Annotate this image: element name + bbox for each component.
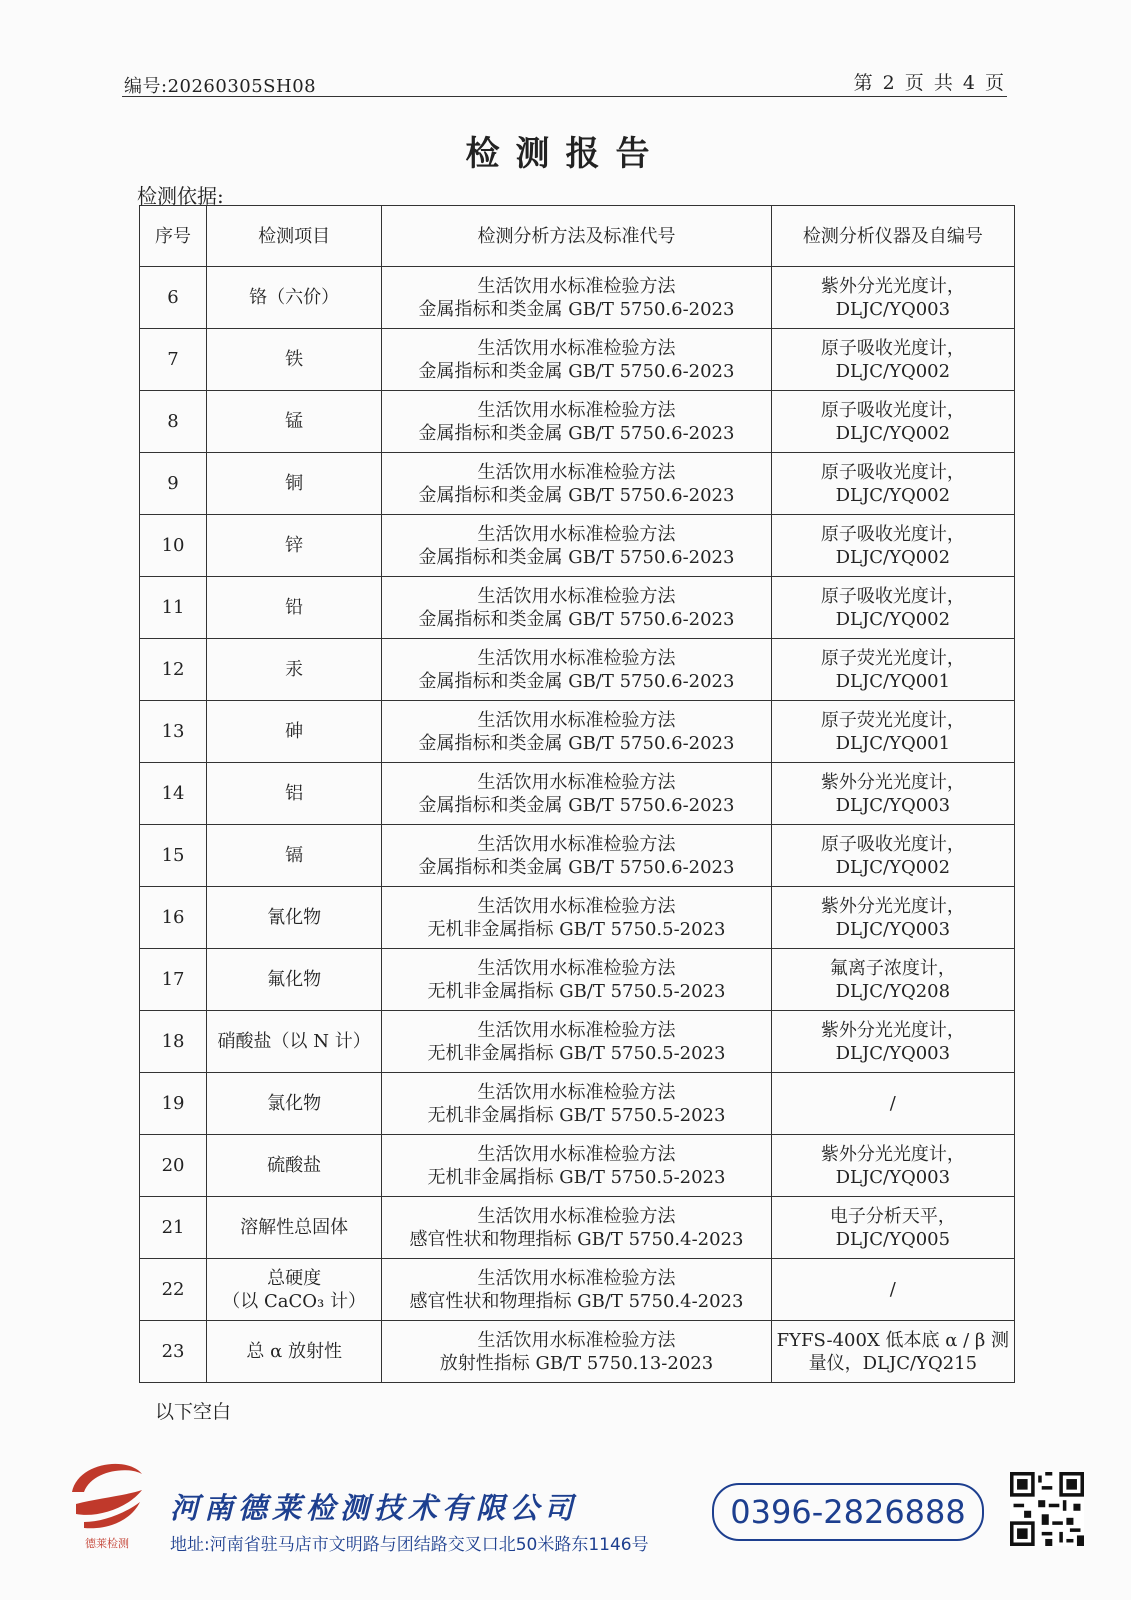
instrument-name: FYFS-400X 低本底 α / β 测 [776, 1329, 1010, 1351]
cell-method [382, 1259, 771, 1321]
instrument-name: 紫外分光光度计， [820, 771, 965, 793]
cell-method [382, 763, 771, 825]
item-name: 汞 [285, 659, 304, 680]
row-number: 7 [167, 349, 179, 370]
cell-instrument [771, 453, 1014, 515]
logo-caption: 德莱检测 [85, 1537, 129, 1550]
cell-no [140, 1321, 207, 1383]
cell-method [382, 1011, 771, 1073]
instrument-name: 原子吸收光度计， [820, 461, 965, 483]
cell-method [382, 1073, 771, 1135]
cell-instrument [771, 267, 1014, 329]
method-title: 生活饮用水标准检验方法 [477, 275, 676, 297]
item-name: 溶解性总固体 [240, 1217, 349, 1238]
item-name: 铜 [285, 473, 304, 494]
table-row [140, 825, 1015, 887]
table-row [140, 701, 1015, 763]
cell-method [382, 1135, 771, 1197]
row-number: 6 [167, 287, 179, 308]
header-divider [122, 96, 1007, 97]
table-row [140, 1321, 1015, 1383]
item-name: 氯化物 [267, 1093, 322, 1114]
cell-method [382, 825, 771, 887]
instrument-id: DLJC/YQ003 [835, 918, 951, 940]
method-standard: 金属指标和类金属 GB/T 5750.6-2023 [418, 422, 735, 444]
table-row [140, 329, 1015, 391]
instrument-name: / [889, 1279, 896, 1300]
cell-method [382, 453, 771, 515]
instrument-id: DLJC/YQ003 [835, 1042, 951, 1064]
instrument-id: DLJC/YQ002 [835, 484, 951, 506]
cell-no [140, 949, 207, 1011]
cell-method [382, 515, 771, 577]
method-title: 生活饮用水标准检验方法 [477, 647, 676, 669]
cell-instrument [771, 1259, 1014, 1321]
row-number: 18 [161, 1031, 185, 1052]
cell-instrument [771, 1197, 1014, 1259]
header-instrument: 检测分析仪器及自编号 [771, 206, 1014, 267]
header-no: 序号 [140, 206, 207, 267]
cell-instrument [771, 1073, 1014, 1135]
row-number: 10 [161, 535, 185, 556]
cell-item [207, 1135, 382, 1197]
cell-item [207, 1011, 382, 1073]
table-row [140, 391, 1015, 453]
table-row [140, 949, 1015, 1011]
method-standard: 放射性指标 GB/T 5750.13-2023 [439, 1352, 714, 1374]
cell-no [140, 1135, 207, 1197]
item-name: 锰 [285, 411, 304, 432]
method-standard: 金属指标和类金属 GB/T 5750.6-2023 [418, 608, 735, 630]
basis-label: 检测依据: [137, 184, 224, 208]
cell-instrument [771, 515, 1014, 577]
cell-instrument [771, 1011, 1014, 1073]
page-title: 检测报告 [465, 134, 666, 174]
method-standard: 无机非金属指标 GB/T 5750.5-2023 [427, 980, 726, 1002]
cell-instrument [771, 639, 1014, 701]
row-number: 15 [161, 845, 185, 866]
cell-no [140, 1073, 207, 1135]
instrument-name: 紫外分光光度计， [820, 275, 965, 297]
row-number: 11 [161, 597, 185, 618]
method-title: 生活饮用水标准检验方法 [477, 1081, 676, 1103]
row-number: 16 [161, 907, 185, 928]
method-title: 生活饮用水标准检验方法 [477, 833, 676, 855]
item-name: 锌 [285, 535, 304, 556]
instrument-name: 原子荧光光度计， [820, 709, 965, 731]
table-row [140, 639, 1015, 701]
item-name: 铁 [285, 349, 304, 370]
instrument-name: 电子分析天平， [829, 1205, 956, 1227]
cell-no [140, 1259, 207, 1321]
instrument-name: 原子吸收光度计， [820, 523, 965, 545]
cell-instrument [771, 577, 1014, 639]
cell-item [207, 763, 382, 825]
table-row [140, 887, 1015, 949]
instrument-name: 原子吸收光度计， [820, 399, 965, 421]
instrument-name: / [889, 1093, 896, 1114]
cell-instrument [771, 949, 1014, 1011]
item-name: 硫酸盐 [267, 1155, 322, 1176]
table-row [140, 1259, 1015, 1321]
item-name: 总硬度 [267, 1267, 322, 1289]
cell-no [140, 887, 207, 949]
cell-method [382, 267, 771, 329]
header-item: 检测项目 [207, 206, 382, 267]
item-name: 铝 [285, 783, 304, 804]
cell-no [140, 639, 207, 701]
instrument-id: DLJC/YQ003 [835, 794, 951, 816]
method-standard: 金属指标和类金属 GB/T 5750.6-2023 [418, 484, 735, 506]
instrument-id: DLJC/YQ002 [835, 546, 951, 568]
item-name: 硝酸盐（以 N 计） [217, 1031, 371, 1052]
cell-instrument [771, 763, 1014, 825]
cell-no [140, 329, 207, 391]
method-standard: 金属指标和类金属 GB/T 5750.6-2023 [418, 732, 735, 754]
instrument-id: 量仪，DLJC/YQ215 [808, 1352, 978, 1374]
instrument-name: 原子荧光光度计， [820, 647, 965, 669]
method-standard: 感官性状和物理指标 GB/T 5750.4-2023 [409, 1228, 744, 1250]
method-standard: 金属指标和类金属 GB/T 5750.6-2023 [418, 360, 735, 382]
row-number: 17 [161, 969, 185, 990]
instrument-name: 原子吸收光度计， [820, 337, 965, 359]
method-title: 生活饮用水标准检验方法 [477, 585, 676, 607]
method-standard: 无机非金属指标 GB/T 5750.5-2023 [427, 1042, 726, 1064]
row-number: 19 [161, 1093, 185, 1114]
cell-item [207, 1321, 382, 1383]
item-name: 铅 [285, 597, 304, 618]
instrument-id: DLJC/YQ002 [835, 422, 951, 444]
instrument-name: 紫外分光光度计， [820, 895, 965, 917]
method-standard: 金属指标和类金属 GB/T 5750.6-2023 [418, 298, 735, 320]
cell-item [207, 267, 382, 329]
cell-item [207, 515, 382, 577]
item-name: 铬（六价） [249, 287, 340, 308]
instrument-name: 原子吸收光度计， [820, 833, 965, 855]
cell-method [382, 577, 771, 639]
method-title: 生活饮用水标准检验方法 [477, 895, 676, 917]
instrument-id: DLJC/YQ003 [835, 1166, 951, 1188]
instrument-id: DLJC/YQ001 [835, 732, 951, 754]
method-title: 生活饮用水标准检验方法 [477, 1019, 676, 1041]
method-standard: 金属指标和类金属 GB/T 5750.6-2023 [418, 856, 735, 878]
method-title: 生活饮用水标准检验方法 [477, 957, 676, 979]
instrument-name: 紫外分光光度计， [820, 1143, 965, 1165]
cell-no [140, 515, 207, 577]
cell-no [140, 1197, 207, 1259]
cell-no [140, 701, 207, 763]
method-title: 生活饮用水标准检验方法 [477, 1267, 676, 1289]
cell-method [382, 391, 771, 453]
cell-no [140, 267, 207, 329]
instrument-name: 氟离子浓度计， [829, 957, 956, 979]
item-name: 氰化物 [267, 907, 322, 928]
method-standard: 金属指标和类金属 GB/T 5750.6-2023 [418, 546, 735, 568]
instrument-id: DLJC/YQ001 [835, 670, 951, 692]
cell-item [207, 1197, 382, 1259]
table-row [140, 763, 1015, 825]
cell-no [140, 453, 207, 515]
row-number: 22 [161, 1279, 185, 1300]
report-number: 编号:20260305SH08 [124, 76, 317, 97]
cell-item [207, 949, 382, 1011]
cell-item [207, 1073, 382, 1135]
method-standard: 金属指标和类金属 GB/T 5750.6-2023 [418, 794, 735, 816]
cell-item [207, 639, 382, 701]
cell-instrument [771, 329, 1014, 391]
cell-item [207, 391, 382, 453]
method-standard: 无机非金属指标 GB/T 5750.5-2023 [427, 1166, 726, 1188]
cell-no [140, 1011, 207, 1073]
method-title: 生活饮用水标准检验方法 [477, 709, 676, 731]
cell-method [382, 329, 771, 391]
row-number: 14 [161, 783, 185, 804]
table-row [140, 453, 1015, 515]
table-row [140, 1197, 1015, 1259]
item-name: 总 α 放射性 [246, 1341, 342, 1362]
method-standard: 无机非金属指标 GB/T 5750.5-2023 [427, 918, 726, 940]
instrument-name: 紫外分光光度计， [820, 1019, 965, 1041]
cell-instrument [771, 887, 1014, 949]
item-name: 氟化物 [267, 969, 322, 990]
cell-no [140, 577, 207, 639]
cell-method [382, 1197, 771, 1259]
instrument-id: DLJC/YQ002 [835, 856, 951, 878]
company-name: 河南德莱检测技术有限公司 [170, 1491, 579, 1525]
cell-no [140, 391, 207, 453]
method-title: 生活饮用水标准检验方法 [477, 337, 676, 359]
company-phone: 0396-2826888 [712, 1483, 984, 1541]
cell-instrument [771, 825, 1014, 887]
row-number: 13 [161, 721, 185, 742]
table-row [140, 267, 1015, 329]
table-row [140, 515, 1015, 577]
method-title: 生活饮用水标准检验方法 [477, 523, 676, 545]
row-number: 9 [167, 473, 179, 494]
instrument-id: DLJC/YQ005 [835, 1228, 951, 1250]
method-title: 生活饮用水标准检验方法 [477, 399, 676, 421]
cell-method [382, 639, 771, 701]
page-indicator: 第 2 页 共 4 页 [853, 72, 1006, 94]
cell-instrument [771, 701, 1014, 763]
table-row [140, 1011, 1015, 1073]
table-row [140, 577, 1015, 639]
cell-item [207, 701, 382, 763]
cell-item [207, 825, 382, 887]
method-standard: 感官性状和物理指标 GB/T 5750.4-2023 [409, 1290, 744, 1312]
cell-instrument [771, 1321, 1014, 1383]
method-title: 生活饮用水标准检验方法 [477, 1143, 676, 1165]
cell-method [382, 701, 771, 763]
instrument-id: DLJC/YQ003 [835, 298, 951, 320]
instrument-name: 原子吸收光度计， [820, 585, 965, 607]
method-standard: 无机非金属指标 GB/T 5750.5-2023 [427, 1104, 726, 1126]
item-name-note: （以 CaCO₃ 计） [222, 1290, 366, 1312]
cell-method [382, 949, 771, 1011]
row-number: 12 [161, 659, 185, 680]
instrument-id: DLJC/YQ002 [835, 360, 951, 382]
method-standard: 金属指标和类金属 GB/T 5750.6-2023 [418, 670, 735, 692]
cell-item [207, 887, 382, 949]
instrument-id: DLJC/YQ002 [835, 608, 951, 630]
method-title: 生活饮用水标准检验方法 [477, 461, 676, 483]
instrument-id: DLJC/YQ208 [835, 980, 951, 1002]
table-row [140, 1135, 1015, 1197]
method-title: 生活饮用水标准检验方法 [477, 771, 676, 793]
cell-method [382, 1321, 771, 1383]
cell-item [207, 453, 382, 515]
row-number: 8 [167, 411, 179, 432]
row-number: 21 [161, 1217, 185, 1238]
cell-item [207, 577, 382, 639]
cell-no [140, 825, 207, 887]
item-name: 镉 [285, 845, 304, 866]
table-row [140, 1073, 1015, 1135]
cell-item [207, 1259, 382, 1321]
header-method: 检测分析方法及标准代号 [382, 206, 771, 267]
basis-table [139, 205, 1015, 1383]
row-number: 20 [161, 1155, 185, 1176]
item-name: 砷 [285, 721, 304, 742]
company-address: 地址:河南省驻马店市文明路与团结路交叉口北50米路东1146号 [170, 1535, 649, 1555]
row-number: 23 [161, 1341, 185, 1362]
method-title: 生活饮用水标准检验方法 [477, 1205, 676, 1227]
cell-no [140, 763, 207, 825]
end-note: 以下空白 [155, 1401, 232, 1423]
cell-item [207, 329, 382, 391]
qr-code-icon [1010, 1472, 1084, 1546]
table-header-row [140, 206, 1015, 267]
method-title: 生活饮用水标准检验方法 [477, 1329, 676, 1351]
company-logo-icon [68, 1452, 146, 1532]
cell-instrument [771, 1135, 1014, 1197]
cell-method [382, 887, 771, 949]
cell-instrument [771, 391, 1014, 453]
